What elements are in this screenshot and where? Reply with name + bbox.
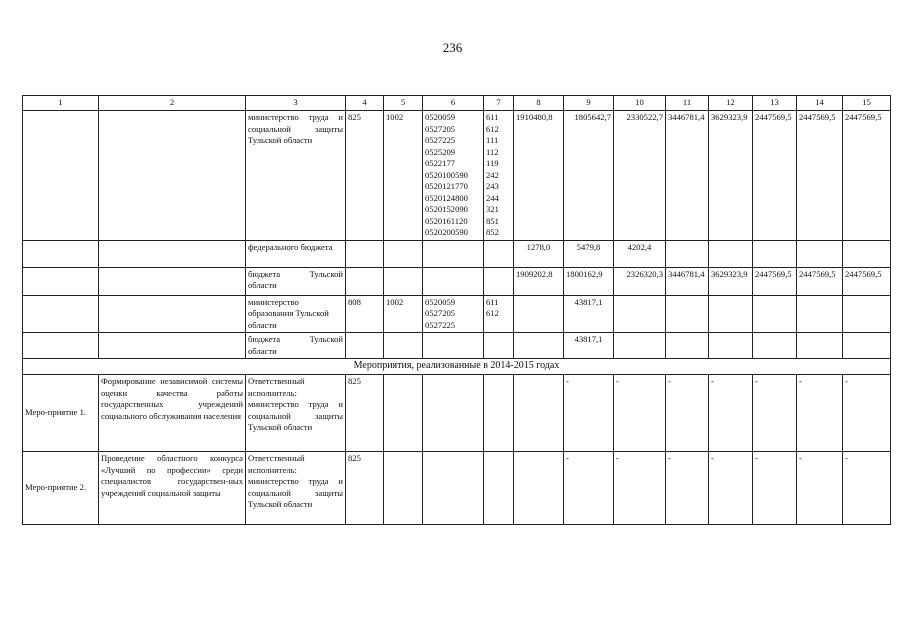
column-header: 9 (564, 96, 614, 111)
empty-cell (753, 333, 797, 359)
cell-c15: 2447569,5 (843, 111, 891, 241)
empty-cell (423, 333, 484, 359)
column-header: 12 (709, 96, 753, 111)
empty-cell (99, 240, 246, 267)
empty-cell (843, 295, 891, 333)
code-item: 244 (486, 192, 499, 203)
table-row (23, 267, 891, 295)
code-item: 612 (486, 123, 499, 134)
empty-cell (99, 267, 246, 295)
section-row (23, 359, 891, 375)
empty-cell (346, 333, 384, 359)
cell-c9: 5479,8 (564, 240, 614, 267)
dash-cell: - (843, 452, 891, 525)
empty-cell (514, 452, 564, 525)
measure-executor: Ответственный исполнитель: министерство труда и социальной защиты Тульской области (246, 452, 346, 525)
measure-row (23, 452, 891, 525)
cell-c4: 825 (346, 111, 384, 241)
measure-row (23, 375, 891, 452)
code-item: 111 (486, 135, 499, 145)
source-cell: бюджета Тульской области (246, 333, 346, 359)
cell-c4: 825 (346, 452, 384, 525)
measure-executor: Ответственный исполнитель: министерство труда и социальной защиты Тульской области (246, 375, 346, 452)
code-item: 0525209 (425, 146, 456, 157)
empty-cell (709, 333, 753, 359)
column-header: 3 (246, 96, 346, 111)
column-header: 1 (23, 96, 99, 111)
code-item: 0522177 (425, 158, 456, 168)
empty-cell (384, 267, 423, 295)
cell-c7-list (484, 295, 514, 333)
empty-cell (423, 240, 484, 267)
cell-c5: 1002 (384, 111, 423, 241)
executor-cell: министерство образования Тульской области (246, 295, 346, 333)
cell-c7-list (484, 111, 514, 241)
empty-cell (614, 295, 666, 333)
empty-cell (99, 295, 246, 333)
cell-c13: 2447569,5 (753, 111, 797, 241)
empty-cell (484, 375, 514, 452)
code-item: 243 (486, 181, 499, 191)
empty-cell (346, 267, 384, 295)
code-item: 0520100590 (425, 169, 468, 180)
table-row (23, 333, 891, 359)
cell-c14: 2447569,5 (797, 111, 843, 241)
empty-cell (797, 240, 843, 267)
cell-c9: 1805642,7 (564, 111, 614, 241)
cell-c4: 808 (346, 295, 384, 333)
measure-label: Меро-приятие 2. (23, 452, 99, 525)
code-item: 0527205 (425, 308, 456, 318)
empty-cell (384, 240, 423, 267)
dash-cell: - (797, 452, 843, 525)
code-item: 321 (486, 204, 499, 214)
dash-cell: - (753, 452, 797, 525)
cell-c10: 4202,4 (614, 240, 666, 267)
cell-c13: 2447569,5 (753, 267, 797, 295)
empty-cell (346, 240, 384, 267)
dash-cell: - (666, 452, 709, 525)
empty-cell (666, 240, 709, 267)
code-item: 852 (486, 227, 499, 237)
table-row (23, 111, 891, 241)
cell-c10: 2326320,3 (614, 267, 666, 295)
dash-cell: - (614, 452, 666, 525)
empty-cell (709, 295, 753, 333)
cell-c11: 3446781,4 (666, 267, 709, 295)
cell-c6-list (423, 111, 484, 241)
code-item: 119 (486, 158, 499, 168)
code-item: 0520152090 (425, 204, 468, 214)
empty-cell (384, 375, 423, 452)
empty-cell (23, 111, 99, 241)
empty-cell (23, 267, 99, 295)
code-item: 851 (486, 215, 499, 226)
cell-c12: 3629323,9 (709, 111, 753, 241)
empty-cell (423, 452, 484, 525)
empty-cell (484, 267, 514, 295)
empty-cell (99, 333, 246, 359)
measure-description: Формирование независимой системы оценки качества работы государственных учреждений социального обслуживания населения (99, 375, 246, 452)
empty-cell (753, 240, 797, 267)
code-item: 0520059 (425, 112, 456, 122)
column-header: 4 (346, 96, 384, 111)
source-cell: федерального бюджета (246, 240, 346, 267)
empty-cell (484, 452, 514, 525)
cell-c9: 43817,1 (564, 333, 614, 359)
empty-cell (23, 333, 99, 359)
cell-c8: 1910480,8 (514, 111, 564, 241)
executor-cell: министерство труда и социальной защиты Тульской области (246, 111, 346, 241)
cell-c8: 1278,0 (514, 240, 564, 267)
cell-c6-list (423, 295, 484, 333)
measure-label: Меро-приятие 1. (23, 375, 99, 452)
code-item: 0527225 (425, 135, 456, 145)
cell-c14: 2447569,5 (797, 267, 843, 295)
empty-cell (514, 295, 564, 333)
empty-cell (484, 333, 514, 359)
cell-c11: 3446781,4 (666, 111, 709, 241)
measure-description: Проведение областного конкурса «Лучший по профессии» среди специалистов государствен-ных учреждений социальной защиты (99, 452, 246, 525)
empty-cell (797, 295, 843, 333)
dash-cell: - (614, 375, 666, 452)
cell-c9: 1800162,9 (564, 267, 614, 295)
empty-cell (423, 267, 484, 295)
empty-cell (23, 240, 99, 267)
code-item: 0520121770 (425, 181, 468, 191)
column-header: 7 (484, 96, 514, 111)
column-header: 2 (99, 96, 246, 111)
dash-cell: - (709, 375, 753, 452)
code-item: 0520059 (425, 296, 456, 307)
empty-cell (23, 295, 99, 333)
cell-c15: 2447569,5 (843, 267, 891, 295)
cell-c5: 1002 (384, 295, 423, 333)
empty-cell (843, 240, 891, 267)
column-header: 14 (797, 96, 843, 111)
cell-c4: 825 (346, 375, 384, 452)
column-header: 15 (843, 96, 891, 111)
page-number: 236 (442, 40, 463, 55)
dash-cell: - (753, 375, 797, 452)
code-item: 0520200590 (425, 227, 468, 237)
cell-c10: 2330522,7 (614, 111, 666, 241)
code-item: 112 (486, 146, 499, 157)
dash-cell: - (666, 375, 709, 452)
cell-c8: 1909202,8 (514, 267, 564, 295)
cell-c12: 3629323,9 (709, 267, 753, 295)
column-header: 6 (423, 96, 484, 111)
empty-cell (666, 295, 709, 333)
column-header: 5 (384, 96, 423, 111)
code-item: 0520161120 (425, 215, 468, 226)
dash-cell: - (709, 452, 753, 525)
table-row (23, 240, 891, 267)
section-title: Мероприятия, реализованные в 2014-2015 годах (23, 359, 891, 375)
empty-cell (384, 333, 423, 359)
empty-cell (666, 333, 709, 359)
empty-cell (843, 333, 891, 359)
column-header: 8 (514, 96, 564, 111)
empty-cell (753, 295, 797, 333)
empty-cell (423, 375, 484, 452)
cell-c9: 43817,1 (564, 295, 614, 333)
empty-cell (514, 333, 564, 359)
code-item: 0520124800 (425, 192, 468, 203)
empty-cell (384, 452, 423, 525)
empty-cell (709, 240, 753, 267)
header-row (23, 96, 891, 111)
empty-cell (514, 375, 564, 452)
column-header: 11 (666, 96, 709, 111)
empty-cell (614, 333, 666, 359)
dash-cell: - (564, 375, 614, 452)
budget-table (22, 95, 891, 525)
code-item: 611 (486, 296, 499, 307)
code-item: 612 (486, 308, 499, 318)
table-row (23, 295, 891, 333)
code-item: 0527205 (425, 123, 456, 134)
code-item: 0527225 (425, 319, 456, 330)
code-item: 242 (486, 169, 499, 180)
empty-cell (797, 333, 843, 359)
dash-cell: - (564, 452, 614, 525)
column-header: 10 (614, 96, 666, 111)
empty-cell (99, 111, 246, 241)
dash-cell: - (797, 375, 843, 452)
source-cell: бюджета Тульской области (246, 267, 346, 295)
empty-cell (484, 240, 514, 267)
dash-cell: - (843, 375, 891, 452)
code-item: 611 (486, 112, 499, 122)
column-header: 13 (753, 96, 797, 111)
